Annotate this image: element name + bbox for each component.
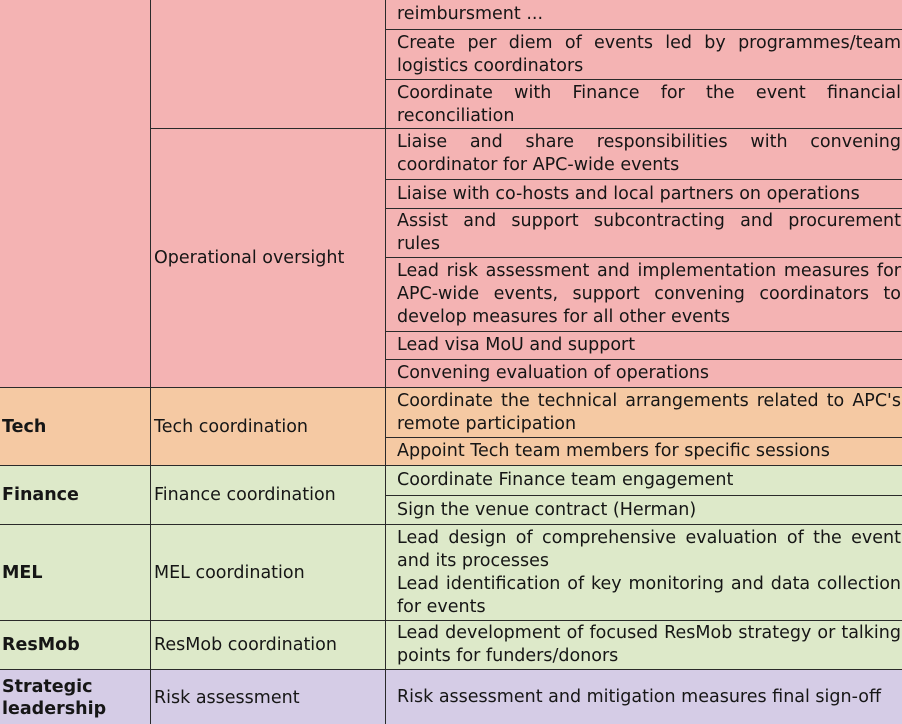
task-cell bbox=[385, 620, 902, 670]
task-cell bbox=[385, 524, 902, 621]
task-cell bbox=[385, 359, 902, 388]
task-text: Coordinate with Finance for the event financial reconciliation bbox=[397, 82, 901, 126]
task-cell bbox=[385, 179, 902, 209]
role-cell-resmob-coordination bbox=[150, 620, 386, 670]
task-cell bbox=[385, 29, 902, 80]
group-label: Finance bbox=[2, 485, 79, 505]
role-label: ResMob coordination bbox=[154, 635, 337, 655]
group-cell-finance bbox=[0, 465, 151, 525]
group-label: ResMob bbox=[2, 635, 80, 655]
task-text: Create per diem of events led by programmes/team logistics coordinators bbox=[397, 32, 901, 76]
task-text: Liaise and share responsibilities with convening coordinator for APC-wide events bbox=[397, 132, 901, 175]
group-cell-convening bbox=[0, 0, 151, 388]
task-text: Lead risk assessment and implementation measures for APC-wide events, support convening coordinators to develop measures for all other events bbox=[397, 261, 901, 327]
task-cell bbox=[385, 128, 902, 180]
role-cell-tech-coordination bbox=[150, 387, 386, 466]
task-text: Lead identification of key monitoring and data collection for events bbox=[397, 573, 901, 617]
task-text: Coordinate Finance team engagement bbox=[397, 470, 734, 490]
task-text: Lead design of comprehensive evaluation of the event and its processes bbox=[397, 527, 901, 571]
task-text: Risk assessment and mitigation measures final sign-off bbox=[397, 687, 882, 707]
group-cell-mel bbox=[0, 524, 151, 621]
task-cell bbox=[385, 669, 902, 724]
role-cell-financial bbox=[150, 0, 386, 129]
task-text: Lead visa MoU and support bbox=[397, 335, 636, 355]
task-cell bbox=[385, 437, 902, 466]
task-cell bbox=[385, 495, 902, 525]
role-label: MEL coordination bbox=[154, 562, 305, 583]
role-label: Finance coordination bbox=[154, 485, 336, 505]
task-text: Appoint Tech team members for specific sessions bbox=[397, 441, 830, 461]
group-cell-resmob bbox=[0, 620, 151, 670]
group-label: Strategic leadership bbox=[2, 676, 107, 719]
group-cell-tech bbox=[0, 387, 151, 466]
task-cell bbox=[385, 79, 902, 130]
task-text: Assist and support subcontracting and procurement rules bbox=[397, 211, 901, 254]
task-text: Liaise with co-hosts and local partners on operations bbox=[397, 183, 860, 204]
role-cell-mel-coordination bbox=[150, 524, 386, 621]
group-cell-strategic-leadership bbox=[0, 669, 151, 724]
role-cell-finance-coordination bbox=[150, 465, 386, 525]
task-text: Coordinate the technical arrangements related to APC's remote participation bbox=[397, 390, 901, 434]
task-text: Sign the venue contract (Herman) bbox=[397, 499, 697, 520]
task-cell bbox=[385, 257, 902, 332]
role-label: Operational oversight bbox=[154, 248, 345, 268]
task-text: Lead development of focused ResMob strategy or talking points for funders/donors bbox=[397, 623, 901, 666]
role-label: Tech coordination bbox=[154, 416, 308, 437]
task-text: Convening evaluation of operations bbox=[397, 363, 710, 383]
task-text: reimbursment ... bbox=[397, 3, 544, 24]
role-cell-risk-assessment bbox=[150, 669, 386, 724]
task-cell bbox=[385, 387, 902, 438]
group-label: Tech bbox=[2, 416, 47, 437]
task-cell bbox=[385, 0, 902, 30]
task-cell bbox=[385, 331, 902, 360]
role-cell-operational-oversight bbox=[150, 128, 386, 388]
role-label: Risk assessment bbox=[154, 687, 300, 708]
task-cell bbox=[385, 465, 902, 496]
group-label: MEL bbox=[2, 562, 43, 583]
task-cell bbox=[385, 208, 902, 258]
